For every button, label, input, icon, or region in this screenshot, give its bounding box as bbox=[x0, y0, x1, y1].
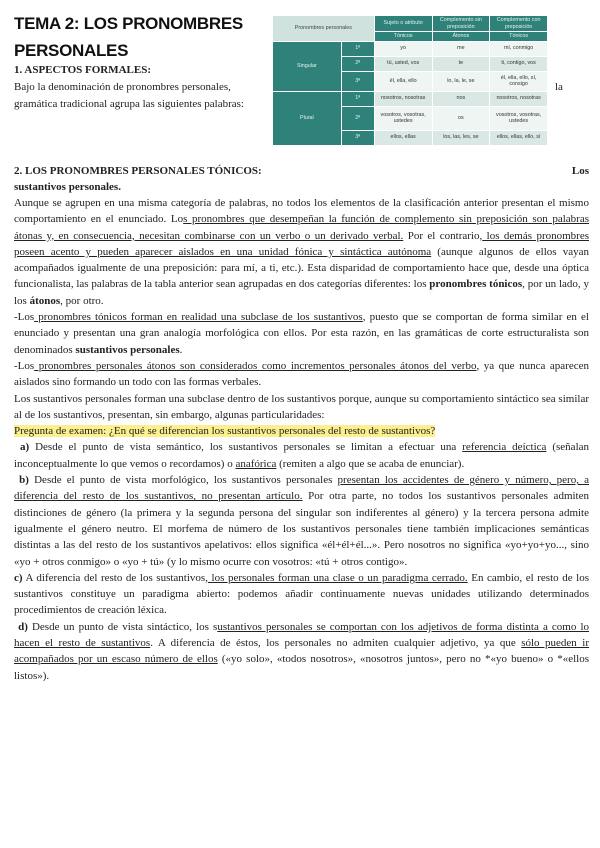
text-run: Desde un punto de vista sintáctico, los s bbox=[27, 620, 218, 633]
section-2-heading-right: Los bbox=[571, 165, 589, 177]
paragraph-tonicos bbox=[14, 309, 589, 358]
point-label: d) bbox=[18, 620, 28, 633]
subject-cell: tú, usted, vos bbox=[374, 56, 432, 71]
bold-run: pronombres tónicos bbox=[429, 278, 523, 291]
person-cell: 3ª bbox=[341, 71, 374, 91]
header-pronombres-personales: Pronombres personales bbox=[273, 16, 375, 42]
tonic-cell: ti, contigo, vos bbox=[490, 56, 548, 71]
subject-cell: yo bbox=[374, 41, 432, 56]
text-run: , por otro. bbox=[60, 294, 104, 307]
atonic-cell: los, las, les, se bbox=[432, 130, 490, 145]
underlined-run: sólo pueden ir acompañados por un escaso número de ellos bbox=[14, 637, 589, 666]
point-label: c) bbox=[14, 571, 23, 584]
subheader-atonos: Átonos bbox=[432, 32, 490, 42]
section-2-body bbox=[14, 195, 589, 684]
text-run: (aunque algunos de ellos vayan acompañados igualmente de una preposición: para mí, a ti, etc.). Esta disparidad de comportamiento hace que, desde una óptica funcionalista, las palabras de la tabla anterior sean agrupadas en dos categorías diferentes: los bbox=[14, 245, 589, 291]
point-d bbox=[14, 619, 589, 684]
atonic-cell: me bbox=[432, 41, 490, 56]
document-title: TEMA 2: LOS PRONOMBRES PERSONALES bbox=[14, 14, 243, 60]
text-run: (señalan inconceptualmente lo que vemos o recordamos) o bbox=[14, 441, 590, 470]
point-b bbox=[14, 472, 589, 570]
text-run: En cambio, el resto de los sustantivos constituye un paradigma abierto: podemos añadir continuamente nuevas unidades utilizando determinados procedimientos de creación léxica. bbox=[14, 571, 590, 617]
text-run: . A diferencia de éstos, los personales no admiten cualquier adjetivo, ya que bbox=[150, 637, 522, 650]
text-run: Por el contrario, bbox=[403, 229, 483, 242]
text-run: . bbox=[179, 343, 183, 356]
text-run: Por otra parte, no todos los sustantivos personales admiten distinciones de género (la primera y la segunda persona del singular son indiferentes al género) y la tercera persona admite igualmente el género neutro. El morfema de número de los sustantivos personales tiene también implicaciones semánticas distintas a las del resto de los sustantivos apelativos: ellos significa «él+él+él...». Pero nosotros no significa «yo+yo+yo..., sino «yo + otros conmigo» o «yo + tú» (y lo mismo ocurre con vosotros: «tú + otros contigo». bbox=[14, 490, 589, 568]
text-run: Desde el punto de vista morfológico, los sustantivos personales bbox=[28, 474, 338, 487]
subheader-tonicos: Tónicos bbox=[374, 32, 432, 42]
underlined-run: los personales forman una clase o un paradigma cerrado. bbox=[207, 571, 468, 584]
text-run: , puesto que se comportan de forma similar en el enunciado y presentan una gran analogía morfológica con ellos. Por esta razón, en las gramáticas de corte estructuralista son denominados bbox=[14, 311, 589, 356]
tonic-cell: mí, conmigo bbox=[490, 41, 548, 56]
person-cell: 2ª bbox=[341, 106, 374, 130]
tonic-cell: nosotros, nosotras bbox=[490, 91, 548, 106]
atonic-cell: nos bbox=[432, 91, 490, 106]
paragraph-subclase: Los sustantivos personales forman una subclase dentro de los sustantivos porque, aunque su comportamiento sintáctico sea similar al de los sustantivos, presentan, sin embargo, algunas particularidades: bbox=[14, 392, 589, 421]
paragraph-atonos bbox=[14, 358, 589, 391]
section-1-trailing-word: la bbox=[555, 81, 563, 93]
text-run: , ya que nunca aparecen aislados sino formando un todo con las formas verbales. bbox=[14, 359, 590, 389]
underlined-run: los demás pronombres poseen acento y pueden aparecer aislados en una unidad fónica y sintáctica autónoma bbox=[14, 229, 589, 258]
atonic-cell: te bbox=[432, 56, 490, 71]
point-c bbox=[14, 570, 589, 619]
tonic-cell: ellos, ellas, ello, sí bbox=[490, 130, 548, 145]
table-row bbox=[273, 91, 548, 106]
bold-run: átonos bbox=[29, 294, 61, 307]
section-2-heading-cont: sustantivos personales. bbox=[14, 181, 121, 193]
table-header-row bbox=[273, 16, 548, 32]
bold-run: sustantivos personales bbox=[75, 343, 180, 356]
subject-cell: nosotros, nosotras bbox=[374, 91, 432, 106]
text-run: Desde el punto de vista semántico, los sustantivos personales se limitan a efectuar una bbox=[29, 441, 463, 454]
text-run: (remiten a algo que se acaba de enunciar). bbox=[276, 457, 465, 470]
text-run: A diferencia del resto de los sustantivos, bbox=[22, 571, 208, 584]
underlined-run: anafórica bbox=[235, 457, 277, 470]
subheader-tonicos-2: Tónicos bbox=[490, 32, 548, 42]
atonic-cell: lo, la, le, se bbox=[432, 71, 490, 91]
person-cell: 1ª bbox=[341, 91, 374, 106]
group-singular: Singular bbox=[273, 41, 342, 91]
underlined-run: presentan los accidentes de género y número, pero, a diferencia del resto de los sustantivos, no presentan artículo. bbox=[14, 474, 589, 503]
point-label: b) bbox=[19, 474, 29, 487]
header-sujeto: Sujeto o atributo bbox=[374, 16, 432, 32]
person-cell: 1ª bbox=[341, 41, 374, 56]
underlined-run: referencia deíctica bbox=[462, 441, 547, 454]
text-run: , por un lado, y los bbox=[14, 278, 589, 307]
group-plural: Plural bbox=[273, 91, 342, 145]
point-a bbox=[14, 439, 589, 472]
subject-cell: ellos, ellas bbox=[374, 130, 432, 145]
person-cell: 2ª bbox=[341, 56, 374, 71]
underlined-run: ustantivos personales se comportan con los adjetivos de forma distinta a como lo hacen el resto de sustantivos bbox=[14, 620, 589, 650]
underlined-run: pronombres personales átonos son considerados como incrementos personales átonos del verbo bbox=[34, 359, 477, 372]
subject-cell: vosotros, vosotras, ustedes bbox=[374, 106, 432, 130]
atonic-cell: os bbox=[432, 106, 490, 130]
paragraph-intro bbox=[14, 195, 589, 309]
text-run: Aunque se agrupen en una misma categoría de palabras, no todos los elementos de la clasificación anterior presentan el mismo comportamiento en el enunciado. Lo bbox=[14, 197, 589, 226]
header-comp-con-prep: Complemento con preposición bbox=[490, 16, 548, 32]
exam-question-highlight: Pregunta de examen: ¿En qué se diferencian los sustantivos personales del resto de sustantivos? bbox=[14, 425, 436, 438]
section-2-heading-text: 2. LOS PRONOMBRES PERSONALES TÓNICOS: bbox=[14, 165, 262, 177]
text-run: -Los bbox=[14, 311, 35, 324]
section-1-heading: 1. ASPECTOS FORMALES: bbox=[14, 64, 152, 76]
text-run: -Los bbox=[14, 359, 35, 372]
tonic-cell: él, ella, ello, sí, consigo bbox=[490, 71, 548, 91]
underlined-run: pronombres tónicos forman en realidad una subclase de los sustantivos bbox=[34, 311, 363, 324]
text-run: («yo solo», «todos nosotros», «nosotros juntos», pero no *«yo bueno» o *«ellos listos»). bbox=[14, 653, 589, 682]
person-cell: 3ª bbox=[341, 130, 374, 145]
pronoun-table bbox=[272, 15, 548, 146]
underlined-run: s pronombres que desempeñan la función de complemento sin preposición son palabras átonas y, en consecuencia, necesitan combinarse con un verbo o un derivado verbal. bbox=[14, 213, 589, 242]
exam-question bbox=[14, 423, 589, 439]
tonic-cell: vosotros, vosotras, ustedes bbox=[490, 106, 548, 130]
header-comp-sin-prep: Complemento sin preposición bbox=[432, 16, 490, 32]
point-label: a) bbox=[19, 441, 30, 454]
section-1-intro: Bajo la denominación de pronombres personales, gramática tradicional agrupa las siguientes palabras: bbox=[14, 81, 244, 110]
table-row bbox=[273, 41, 548, 56]
subject-cell: él, ella, ello bbox=[374, 71, 432, 91]
section-2-heading bbox=[14, 163, 589, 195]
